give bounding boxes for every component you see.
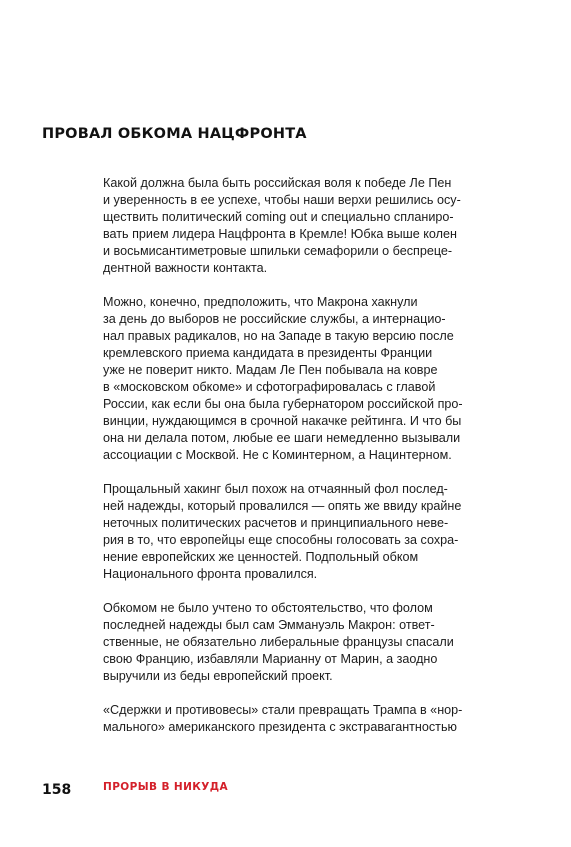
text-line: ассоциации с Москвой. Не с Коминтерном, а Нацинтерном. [103,448,452,462]
text-line: дентной важности контакта. [103,261,268,275]
text-line: рия в то, что европейцы еще способны голосовать за сохра- [103,533,459,547]
text-line: ществить политический coming out и специально спланиро- [103,210,454,224]
text-line: неточных политических расчетов и принципиального неве- [103,516,449,530]
paragraph [103,702,483,736]
text-line: уже не поверит никто. Мадам Ле Пен побывала на ковре [103,363,438,377]
text-line: нал правых радикалов, но на Западе в такую версию после [103,329,454,343]
text-line: нение европейских же ценностей. Подпольный обком [103,550,419,564]
text-line: последней надежды был сам Эммануэль Макрон: ответ- [103,618,435,632]
text-line: ственные, не обязательно либеральные французы спасали [103,635,454,649]
text-line: за день до выборов не российские службы, а интернацио- [103,312,446,326]
text-line: вать прием лидера Нацфронта в Кремле! Юбка выше колен [103,227,457,241]
paragraph [103,600,483,685]
text-line: и уверенность в ее успехе, чтобы наши верхи решились осу- [103,193,461,207]
text-line: и восьмисантиметровые шпильки семафорили о беспреце- [103,244,453,258]
text-line: Можно, конечно, предположить, что Макрона хакнули [103,295,418,309]
text-line: она ни делала потом, любые ее шаги немедленно вызывали [103,431,461,445]
paragraph [103,294,483,464]
body-text [103,175,483,753]
page-number: 158 [42,782,72,798]
text-line: свою Францию, избавляли Марианну от Марин, а заодно [103,652,438,666]
text-line: ней надежды, который провалился — опять же ввиду крайне [103,499,462,513]
text-line: кремлевского приема кандидата в президенты Франции [103,346,433,360]
text-line: России, как если бы она была губернатором российской про- [103,397,463,411]
text-line: Национального фронта провалился. [103,567,318,581]
paragraph [103,481,483,583]
page-footer [42,779,229,798]
text-line: в «московском обкоме» и сфотографировалась с главой [103,380,436,394]
text-line: винции, нуждающимся в срочной накачке рейтинга. И что бы [103,414,462,428]
running-title: ПРОРЫВ В НИКУДА [103,781,229,793]
text-line: Обкомом не было учтено то обстоятельство, что фолом [103,601,433,615]
text-line: «Сдержки и противовесы» стали превращать Трампа в «нор- [103,703,463,717]
text-line: мального» американского президента с экстравагантностью [103,720,457,734]
text-line: Прощальный хакинг был похож на отчаянный фол послед- [103,482,448,496]
text-line: Какой должна была быть российская воля к победе Ле Пен [103,176,452,190]
paragraph [103,175,483,277]
text-line: выручили из беды европейский проект. [103,669,333,683]
section-heading: ПРОВАЛ ОБКОМА НАЦФРОНТА [42,126,307,142]
